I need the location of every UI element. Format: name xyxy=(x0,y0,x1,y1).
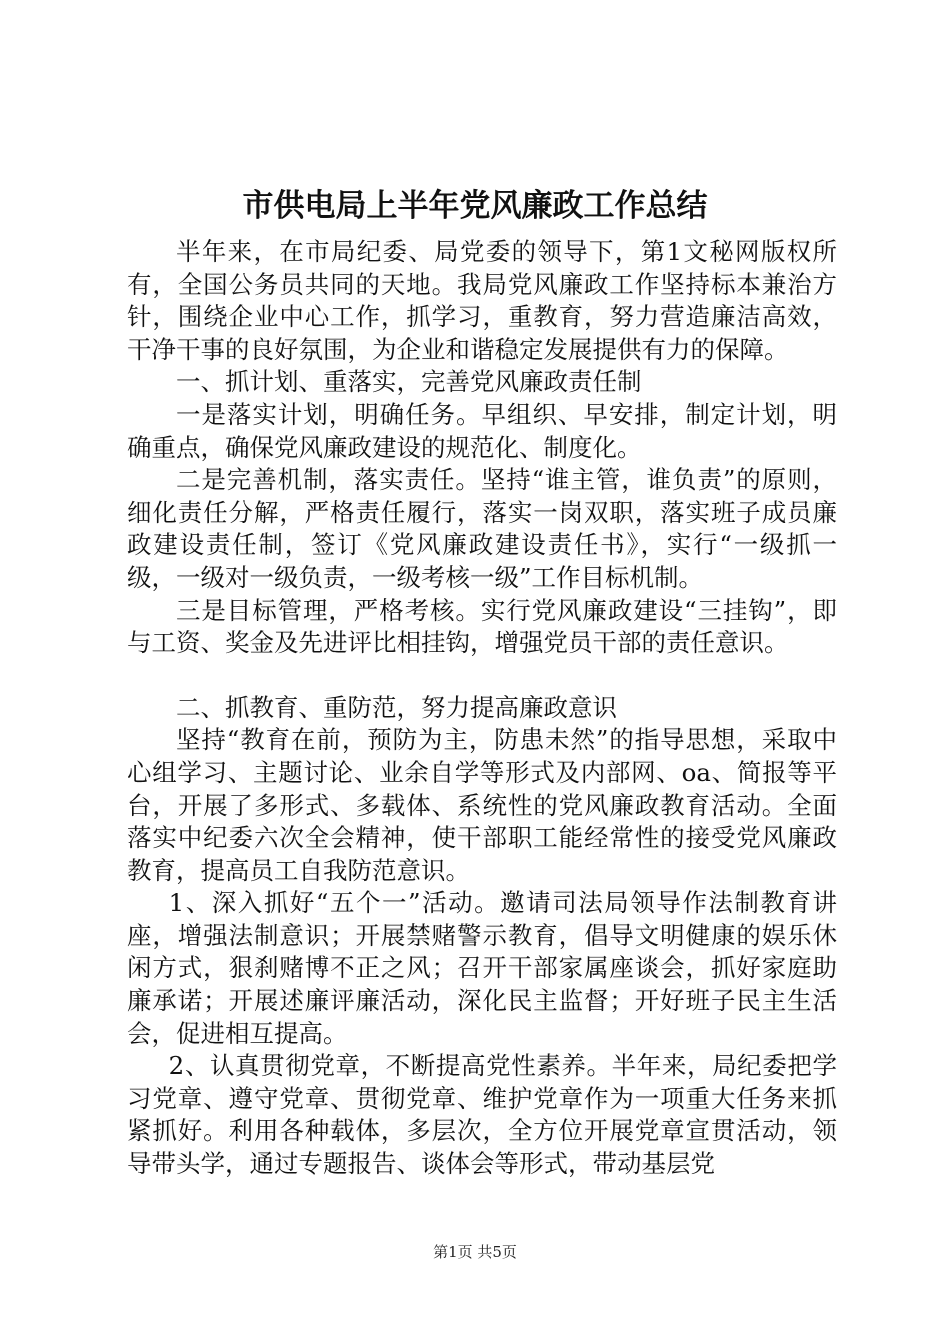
section-heading-2: 二、抓教育、重防范，努力提高廉政意识 xyxy=(176,692,617,722)
document-body xyxy=(127,236,837,1181)
paragraph-item-1: 1、深入抓好“五个一”活动。邀请司法局领导作法制教育讲座，增强法制意识；开展禁赌警示教育，倡导文明健康的娱乐休闲方式，狠刹赌博不正之风；召开干部家属座谈会，抓好家庭助廉承诺；开展述廉评廉活动，深化民主监督；开好班子民主生活会，促进相互提高。 xyxy=(127,888,837,1048)
page-footer: 第1页 共5页 xyxy=(433,1243,517,1261)
paragraph-education: 坚持“教育在前，预防为主，防患未然”的指导思想，采取中心组学习、主题讨论、业余自学等形式及内部网、oa、简报等平台，开展了多形式、多载体、系统性的党风廉政教育活动。全面落实中纪委六次全会精神，使干部职工能经常性的接受党风廉政教育，提高员工自我防范意识。 xyxy=(127,725,837,885)
intro-paragraph: 半年来，在市局纪委、局党委的领导下，第1文秘网版权所有，全国公务员共同的天地。我局党风廉政工作坚持标本兼治方针，围绕企业中心工作，抓学习，重教育，努力营造廉洁高效，干净干事的良好氛围，为企业和谐稳定发展提供有力的保障。 xyxy=(127,237,837,364)
paragraph-target-management: 三是目标管理，严格考核。实行党风廉政建设“三挂钩”，即与工资、奖金及先进评比相挂钩，增强党员干部的责任意识。 xyxy=(127,595,837,658)
paragraph-mechanism: 二是完善机制，落实责任。坚持“谁主管，谁负责”的原则，细化责任分解，严格责任履行，落实一岗双职，落实班子成员廉政建设责任制，签订《党风廉政建设责任书》，实行“一级抓一级，一级对一级负责，一级考核一级”工作目标机制。 xyxy=(127,465,837,592)
paragraph-item-2: 2、认真贯彻党章，不断提高党性素养。半年来，局纪委把学习党章、遵守党章、贯彻党章、维护党章作为一项重大任务来抓紧抓好。利用各种载体，多层次，全方位开展党章宣贯活动，领导带头学，通过专题报告、谈体会等形式，带动基层党 xyxy=(127,1051,837,1179)
section-heading-1: 一、抓计划、重落实，完善党风廉政责任制 xyxy=(176,367,642,397)
document-title: 市供电局上半年党风廉政工作总结 xyxy=(242,188,708,224)
paragraph-plan: 一是落实计划，明确任务。早组织、早安排，制定计划，明确重点，确保党风廉政建设的规范化、制度化。 xyxy=(127,399,837,462)
